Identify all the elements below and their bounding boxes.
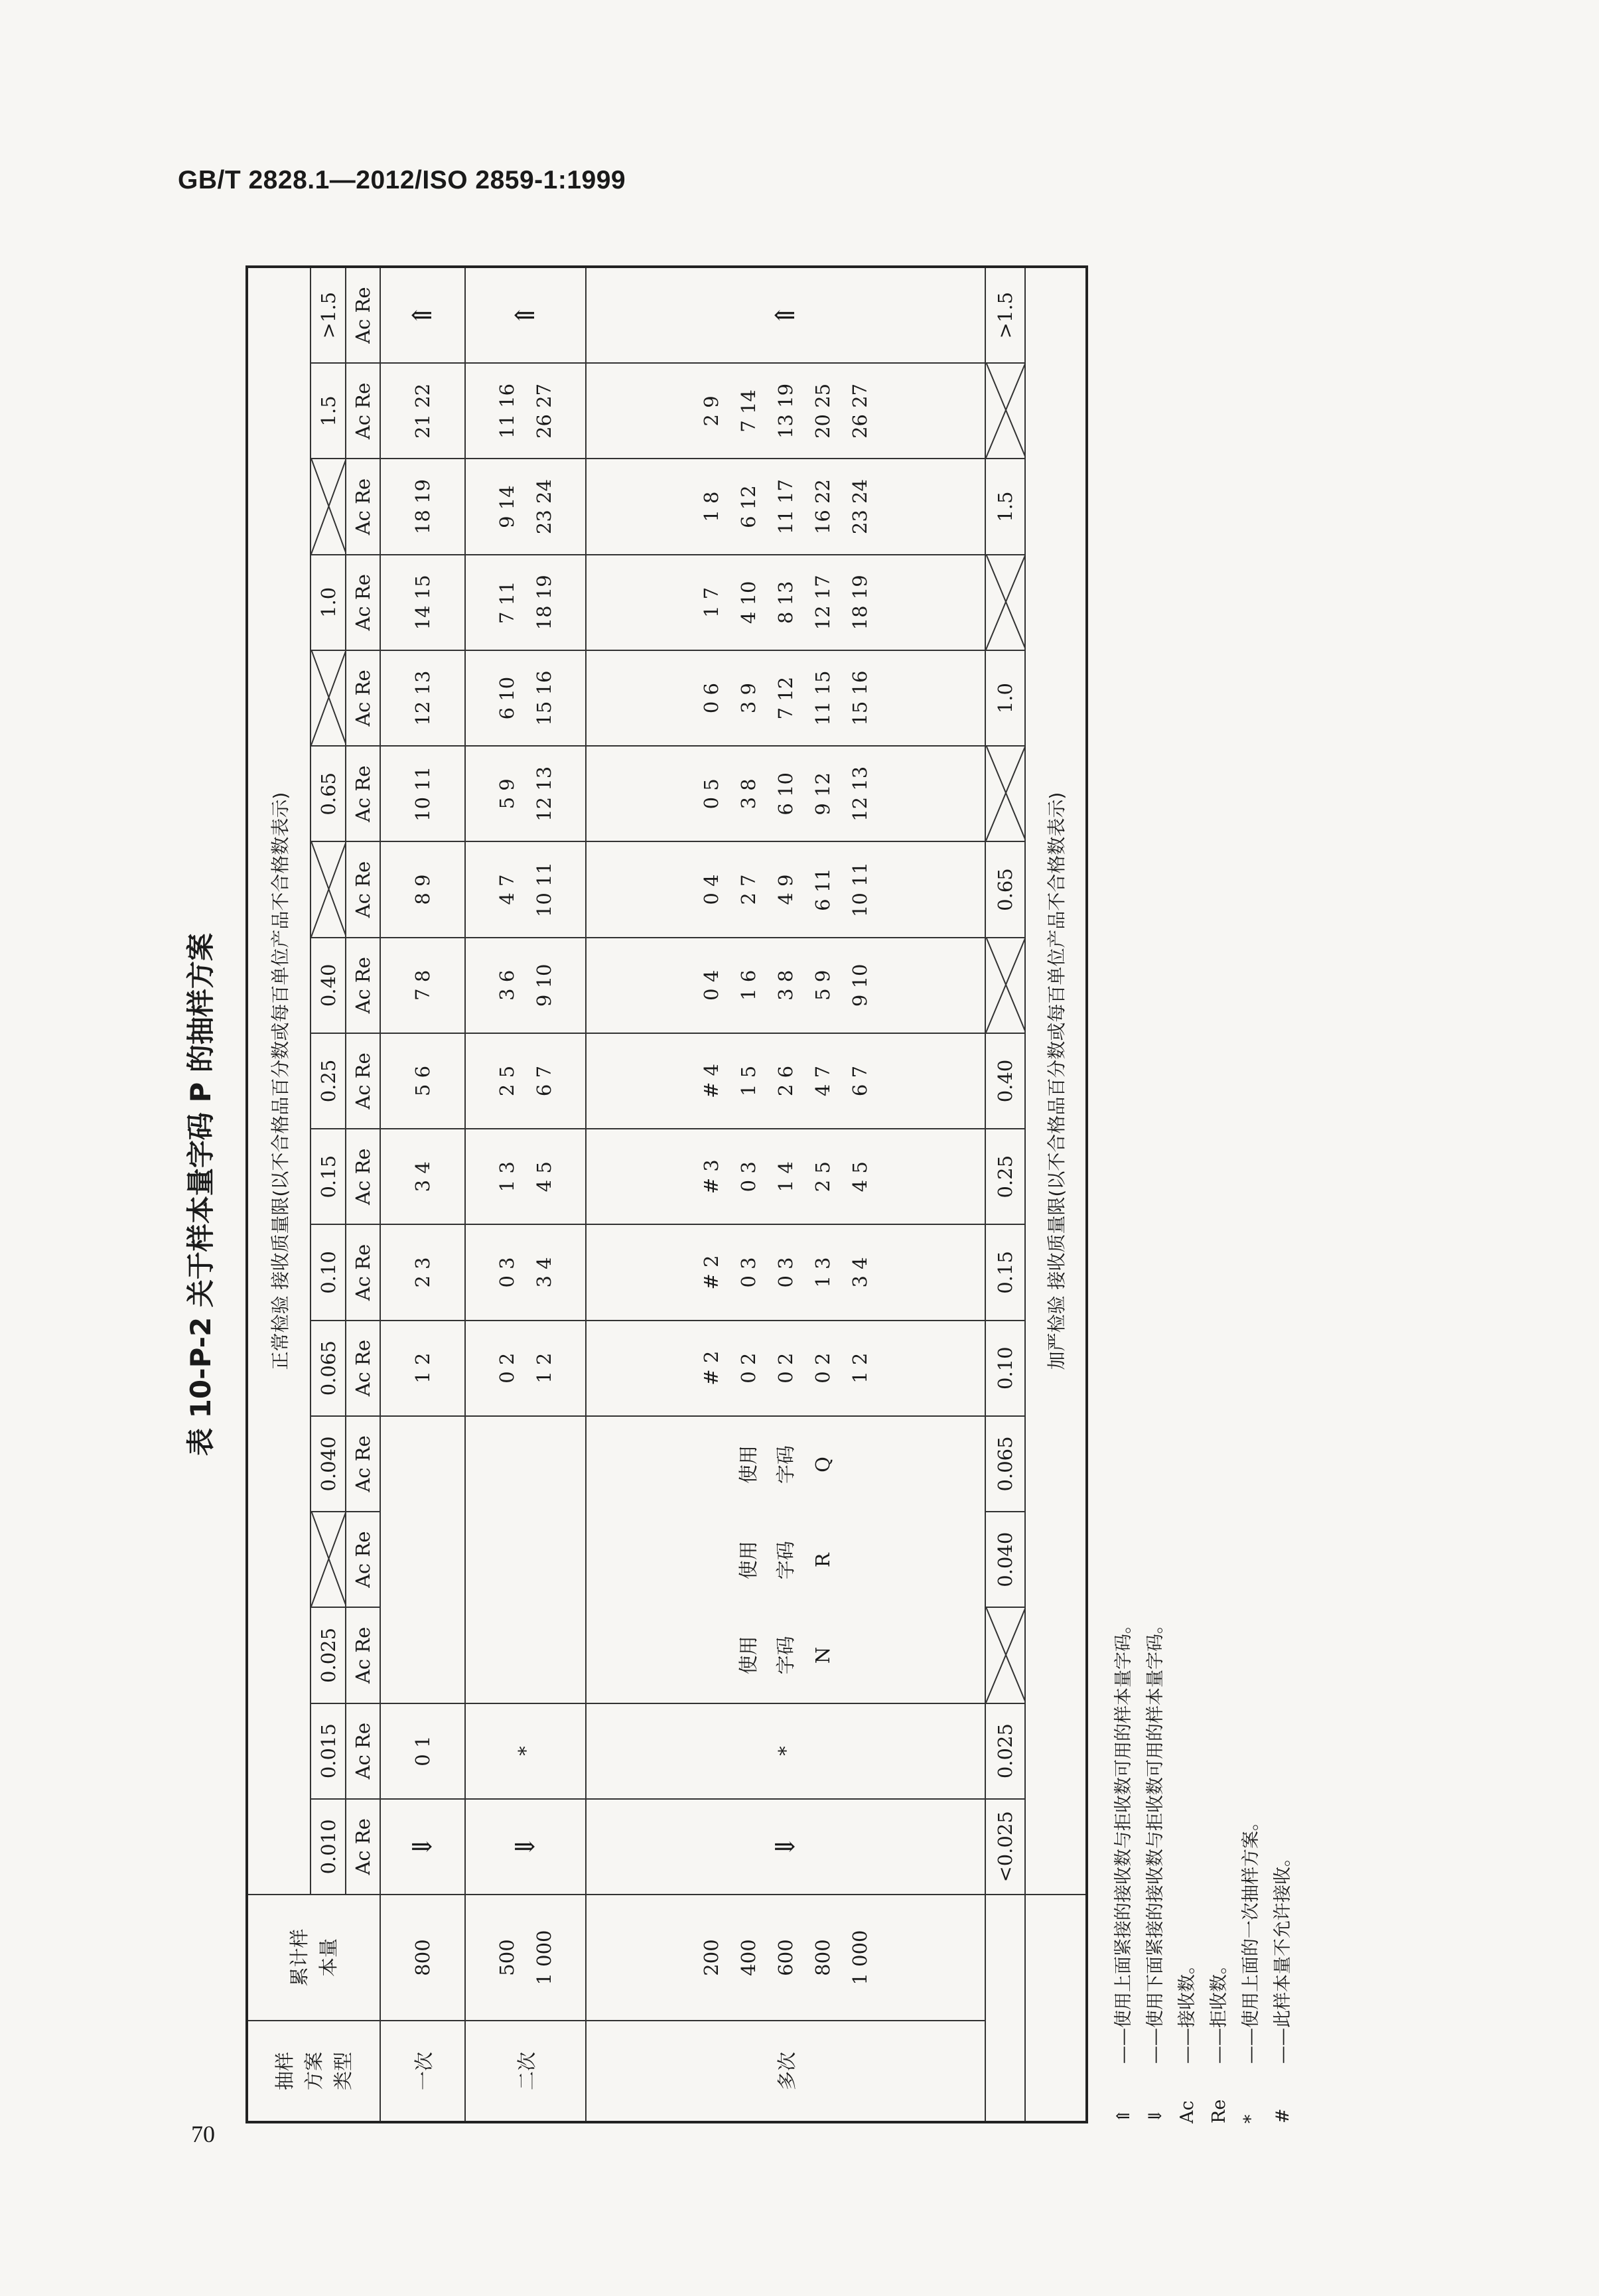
aql-normal-0: 0.010 [311, 1800, 346, 1895]
acc-rej-cell: 5 6 [381, 1034, 466, 1129]
crossed-cell-mark [986, 937, 1026, 1033]
note-item [1172, 265, 1204, 2123]
acc-rej-cell: 3 6 9 10 [466, 938, 587, 1034]
aql-normal-9: 0.40 [311, 938, 346, 1034]
note-text: ——接收数。 [1177, 1956, 1198, 2064]
plan-type-0: 一次 [381, 2021, 466, 2121]
acc-rej-cell [381, 1512, 466, 1608]
aql-normal-14 [311, 459, 346, 555]
sampling-plan-table [245, 265, 1088, 2123]
aql-normal-11: 0.65 [311, 747, 346, 842]
aql-tightened-1: 0.025 [985, 1704, 1024, 1800]
acc-rej-cell: 1 7 4 10 8 13 12 17 18 19 [587, 555, 985, 651]
tightened-inspection-title: 加严检验 接收质量限(以不合格品百分数或每百单位产品不合格数表示) [1024, 268, 1085, 1895]
crossed-cell-mark [311, 1511, 346, 1607]
acc-rej-cell: # 4 1 5 2 6 4 7 6 7 [587, 1034, 985, 1129]
ac-re-header: Ac Re [346, 1225, 381, 1321]
aql-tightened-6: 0.15 [985, 1225, 1024, 1321]
aql-normal-10 [311, 842, 346, 938]
ac-re-header: Ac Re [346, 555, 381, 651]
ac-re-header: Ac Re [346, 651, 381, 747]
acc-rej-cell [381, 1417, 466, 1512]
acc-rej-cell: 0 3 3 4 [466, 1225, 587, 1321]
crossed-cell-mark [986, 745, 1026, 841]
aql-tightened-5: 0.10 [985, 1321, 1024, 1417]
note-item [1108, 265, 1140, 2123]
acc-rej-cell: # 2 0 2 0 2 0 2 1 2 [587, 1321, 985, 1417]
note-item [1140, 265, 1172, 2123]
table-caption: 表 10-P-2 关于样本量字码 P 的抽样方案 [184, 933, 217, 1456]
note-symbol: Ac [1177, 2100, 1198, 2123]
aql-normal-4: 0.040 [311, 1417, 346, 1512]
ac-re-header: Ac Re [346, 1704, 381, 1800]
acc-rej-cell: # 3 0 3 1 4 2 5 4 5 [587, 1129, 985, 1225]
aql-tightened-11 [985, 747, 1024, 842]
plan-type-1: 二次 [466, 2021, 587, 2121]
acc-rej-cell: 6 10 15 16 [466, 651, 587, 747]
note-item [1267, 265, 1299, 2123]
acc-rej-cell: 9 14 23 24 [466, 459, 587, 555]
cumulative-size-header: 累计样本量 [248, 1895, 381, 2021]
note-text: ——使用上面的一次抽样方案。 [1241, 1813, 1261, 2064]
crossed-cell-mark [986, 362, 1026, 458]
aql-tightened-15 [985, 364, 1024, 459]
note-symbol: Re [1209, 2099, 1229, 2123]
acc-rej-cell: 2 9 7 14 13 19 20 25 26 27 [587, 364, 985, 459]
note-text: ——使用上面紧接的接收数与拒收数可用的样本量字码。 [1113, 1616, 1134, 2064]
ac-re-header: Ac Re [346, 1034, 381, 1129]
rotated-table-region [179, 265, 1293, 2123]
acc-rej-cell: 4 7 10 11 [466, 842, 587, 938]
crossed-cell-mark [311, 841, 346, 936]
acc-rej-cell [466, 1512, 587, 1608]
crossed-cell-mark [311, 458, 346, 553]
crossed-cell-mark [311, 650, 346, 745]
acc-rej-cell: 3 4 [381, 1129, 466, 1225]
acc-rej-cell: 7 8 [381, 938, 466, 1034]
acc-rej-cell: 5 9 12 13 [466, 747, 587, 842]
acc-rej-cell: ⇑ [587, 268, 985, 364]
ac-re-header: Ac Re [346, 1129, 381, 1225]
aql-tightened-2 [985, 1608, 1024, 1703]
table-notes [1108, 265, 1299, 2123]
note-symbol: * [1241, 2114, 1261, 2123]
note-symbol: ⇑ [1113, 2108, 1134, 2123]
note-item [1235, 265, 1267, 2123]
aql-tightened-3: 0.040 [985, 1512, 1024, 1608]
tightened-left-blank [985, 1895, 1024, 2121]
acc-rej-cell: 2 3 [381, 1225, 466, 1321]
acc-rej-cell: * [587, 1704, 985, 1800]
cumulative-sizes-0: 800 [381, 1895, 466, 2021]
ac-re-header: Ac Re [346, 842, 381, 938]
acc-rej-cell: 11 16 26 27 [466, 364, 587, 459]
aql-tightened-13 [985, 555, 1024, 651]
ac-re-header: Ac Re [346, 938, 381, 1034]
acc-rej-cell: 0 2 1 2 [466, 1321, 587, 1417]
aql-tightened-9 [985, 938, 1024, 1034]
aql-normal-7: 0.15 [311, 1129, 346, 1225]
aql-normal-15: 1.5 [311, 364, 346, 459]
acc-rej-cell: ⇓ [587, 1800, 985, 1895]
ac-re-header: Ac Re [346, 1608, 381, 1703]
acc-rej-cell: 0 4 1 6 3 8 5 9 9 10 [587, 938, 985, 1034]
note-item [1204, 265, 1235, 2123]
acc-rej-cell: 7 11 18 19 [466, 555, 587, 651]
aql-normal-16: >1.5 [311, 268, 346, 364]
note-symbol: # [1273, 2108, 1293, 2123]
acc-rej-cell: 0 1 [381, 1704, 466, 1800]
ac-re-header: Ac Re [346, 747, 381, 842]
aql-normal-1: 0.015 [311, 1704, 346, 1800]
ac-re-header: Ac Re [346, 1800, 381, 1895]
standard-header: GB/T 2828.1—2012/ISO 2859-1:1999 [178, 166, 626, 194]
acc-rej-cell: 10 11 [381, 747, 466, 842]
aql-tightened-7: 0.25 [985, 1129, 1024, 1225]
aql-normal-3 [311, 1512, 346, 1608]
aql-normal-13: 1.0 [311, 555, 346, 651]
aql-normal-2: 0.025 [311, 1608, 346, 1703]
acc-rej-cell: ⇑ [466, 268, 587, 364]
aql-tightened-4: 0.065 [985, 1417, 1024, 1512]
acc-rej-cell: 12 13 [381, 651, 466, 747]
acc-rej-cell: 0 6 3 9 7 12 11 15 15 16 [587, 651, 985, 747]
acc-rej-cell: 使用 字码 R [737, 1541, 834, 1580]
aql-normal-12 [311, 651, 346, 747]
aql-normal-8: 0.25 [311, 1034, 346, 1129]
ac-re-header: Ac Re [346, 459, 381, 555]
page-number: 70 [191, 2121, 215, 2147]
acc-rej-cell: 0 4 2 7 4 9 6 11 10 11 [587, 842, 985, 938]
acc-rej-cell [381, 1608, 466, 1703]
note-text: ——使用下面紧接的接收数与拒收数可用的样本量字码。 [1145, 1616, 1166, 2064]
acc-rej-cell: 2 5 6 7 [466, 1034, 587, 1129]
acc-rej-cell: # 2 0 3 0 3 1 3 3 4 [587, 1225, 985, 1321]
ac-re-header: Ac Re [346, 1321, 381, 1417]
plan-type-header: 抽样方案类型 [248, 2021, 381, 2121]
acc-rej-cell [466, 1417, 587, 1512]
acc-rej-cell: 21 22 [381, 364, 466, 459]
note-symbol: ⇓ [1145, 2108, 1166, 2123]
acc-rej-cell: ⇑ [381, 268, 466, 364]
acc-rej-cell: 18 19 [381, 459, 466, 555]
acc-rej-cell: * [466, 1704, 587, 1800]
aql-tightened-16: >1.5 [985, 268, 1024, 364]
acc-rej-cell: 14 15 [381, 555, 466, 651]
aql-normal-5: 0.065 [311, 1321, 346, 1417]
tightened-title-left-blank [1024, 1895, 1085, 2121]
ac-re-header: Ac Re [346, 364, 381, 459]
acc-rej-cell: 1 2 [381, 1321, 466, 1417]
note-text: ——此样本量不允许接收。 [1273, 1849, 1293, 2064]
aql-normal-6: 0.10 [311, 1225, 346, 1321]
plan-type-2: 多次 [775, 2052, 798, 2091]
acc-rej-cell: 0 5 3 8 6 10 9 12 12 13 [587, 747, 985, 842]
acc-rej-cell: ⇓ [381, 1800, 466, 1895]
crossed-cell-mark [986, 554, 1026, 650]
normal-inspection-title: 正常检验 接收质量限(以不合格品百分数或每百单位产品不合格数表示) [248, 268, 311, 1895]
cumulative-sizes-2: 200 400 600 800 1 000 [587, 1895, 985, 2021]
acc-rej-cell: 1 3 4 5 [466, 1129, 587, 1225]
acc-rej-cell [466, 1608, 587, 1703]
aql-tightened-0: <0.025 [985, 1800, 1024, 1895]
aql-tightened-14: 1.5 [985, 459, 1024, 555]
acc-rej-cell: 使用 字码 Q [737, 1445, 834, 1484]
ac-re-header: Ac Re [346, 1512, 381, 1608]
aql-tightened-8: 0.40 [985, 1034, 1024, 1129]
aql-tightened-12: 1.0 [985, 651, 1024, 747]
acc-rej-cell: 使用 字码 N [587, 1608, 985, 1703]
cumulative-sizes-1: 500 1 000 [466, 1895, 587, 2021]
acc-rej-cell: 8 9 [381, 842, 466, 938]
ac-re-header: Ac Re [346, 1417, 381, 1512]
note-text: ——拒收数。 [1209, 1956, 1229, 2064]
acc-rej-cell: 1 8 6 12 11 17 16 22 23 24 [587, 459, 985, 555]
crossed-cell-mark [986, 1607, 1026, 1702]
aql-tightened-10: 0.65 [985, 842, 1024, 938]
acc-rej-cell: ⇓ [466, 1800, 587, 1895]
ac-re-header: Ac Re [346, 268, 381, 364]
